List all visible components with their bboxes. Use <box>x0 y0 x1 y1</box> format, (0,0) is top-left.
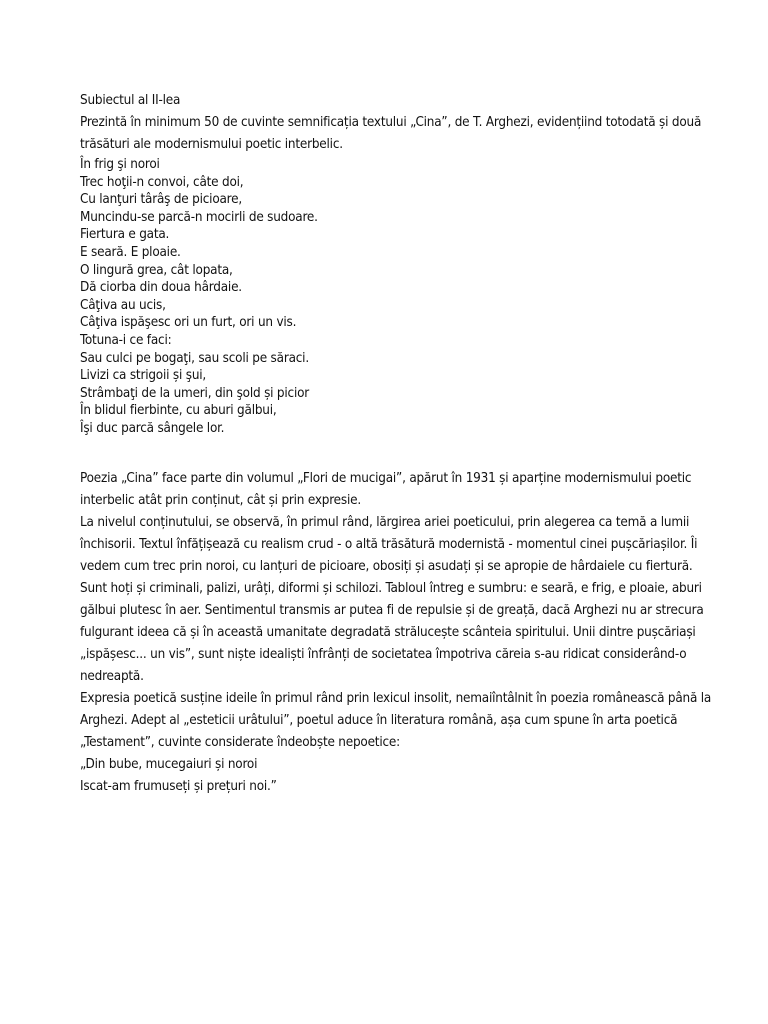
poem-line: În frig şi noroi <box>80 157 160 172</box>
poem-line: Îşi duc parcă sângele lor. <box>80 420 225 436</box>
quote-line: Iscat-am frumuseți și prețuri noi.” <box>80 778 277 794</box>
poem-line: Dă ciorba din doua hârdaie. <box>80 280 242 296</box>
paragraph-intro: Poezia „Cina” face parte din volumul „Flori de mucigai”, apărut în 1931 și aparține modernismului poetic interbelic atât prin conținut, cât și prin expresie. <box>80 470 692 508</box>
poem-line: Livizi ca strigoii și şui, <box>80 368 207 384</box>
poem-line: Sau culci pe bogaţi, sau scoli pe săraci. <box>80 350 309 366</box>
paragraph-expression: Expresia poetică susține ideile în primul rând prin lexicul insolit, nemaiîntâlnit în poezia românească până la Arghezi. Adept al „esteticii urâtului”, poetul aduce în literatura română, așa cum spune în arta poetică „Testament”, cuvinte considerate îndeobște nepoetice: <box>80 690 712 750</box>
poem-line: Fiertura e gata. <box>80 227 170 243</box>
paragraph-content: La nivelul conținutului, se observă, în primul rând, lărgirea ariei poeticului, prin alegerea ca temă a lumii închisorii. Textul înfățișează cu realism crud - o altă trăsătură modernistă - momentul cinei pușcăriașilor. Îi vedem cum trec prin noroi, cu lanțuri de picioare, obosiți și asudați și se apropie de hârdaiele cu fiertură. Sunt hoți și criminali, palizi, urâți, diformi și schilozi. Tabloul întreg e sumbru: e seară, e frig, e ploaie, aburi gălbui plutesc în aer. Sentimentul transmis ar putea fi de repulsie și de greață, dacă Arghezi nu ar strecura fulgurant ideea că și în această umanitate degradată strălucește scânteia spiritului. Unii dintre pușcăriași „ispășesc... un vis”, sunt niște idealiști înfrânți de societatea împotriva căreia s-au ridicat considerând-o nedreaptă. <box>80 514 704 684</box>
poem-line: Câţiva au ucis, <box>80 297 166 313</box>
poem-line: Câţiva ispăşesc ori un furt, ori un vis. <box>80 315 297 331</box>
poem-line: Muncindu-se parcă-n mocirli de sudoare. <box>80 209 318 225</box>
poem-line: E seară. E ploaie. <box>80 244 181 260</box>
poem-line: Cu lanţuri târâş de picioare, <box>80 192 242 208</box>
poem-text <box>80 156 720 438</box>
poem-line: O lingură grea, cât lopata, <box>80 262 233 278</box>
poem-line: În blidul fierbinte, cu aburi gălbui, <box>80 403 277 419</box>
quote-line: „Din bube, mucegaiuri și noroi <box>80 756 258 772</box>
poem-line: Totuna-i ce faci: <box>80 332 172 348</box>
document-page <box>80 90 720 798</box>
poem-line: Strâmbaţi de la umeri, din şold și picior <box>80 385 310 401</box>
poem-line: Trec hoţii-n convoi, câte doi, <box>80 174 244 190</box>
document-heading: Subiectul al II-lea <box>80 93 181 108</box>
task-statement: Prezintă în minimum 50 de cuvinte semnificația textului „Cina”, de T. Arghezi, evidențiind totodată și două trăsături ale modernismului poetic interbelic. <box>80 115 702 152</box>
